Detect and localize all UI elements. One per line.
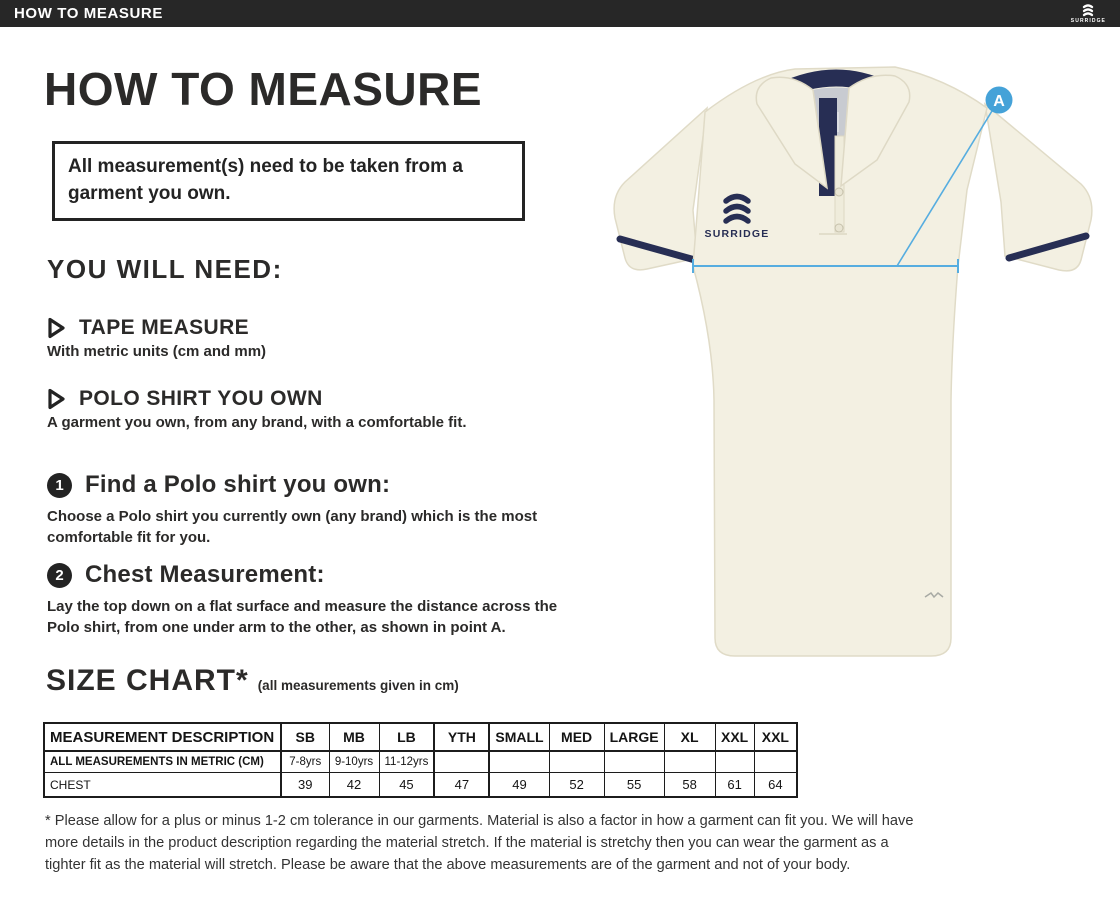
column-header: XL: [664, 723, 715, 751]
tolerance-footnote: [45, 810, 913, 876]
cell: [664, 751, 715, 773]
cell: [489, 751, 549, 773]
notice-box: [52, 141, 525, 221]
step-number-badge: 1: [47, 473, 72, 498]
size-chart-table: [43, 722, 798, 798]
footnote-line: more details in the product description regarding the material stretch. If the material is stretchy then you can wear the garment as a: [45, 835, 889, 851]
row-label: CHEST: [44, 773, 281, 798]
topbar: [0, 0, 1120, 27]
polo-shirt-diagram: [595, 40, 1120, 680]
cell: 55: [604, 773, 664, 798]
surridge-chest-logo-text: SURRIDGE: [704, 228, 770, 240]
cell: [604, 751, 664, 773]
notice-text: All measurement(s) need to be taken from a garment you own.: [68, 156, 463, 204]
cell: [434, 751, 489, 773]
need-item-desc: With metric units (cm and mm): [47, 343, 267, 360]
cell: 47: [434, 773, 489, 798]
cell: 45: [379, 773, 434, 798]
need-item-polo-shirt: [47, 387, 466, 431]
step-desc: Lay the top down on a flat surface and measure the distance across the Polo shirt, from one under arm to the other, as shown in point A.: [47, 598, 558, 636]
cell: 58: [664, 773, 715, 798]
column-header: MB: [329, 723, 379, 751]
need-item-title: TAPE MEASURE: [79, 316, 250, 339]
step-title: Find a Polo shirt you own:: [85, 471, 391, 498]
right-sleeve: [985, 104, 1092, 271]
cell: [754, 751, 797, 773]
cell: 9-10yrs: [329, 751, 379, 773]
row-label: ALL MEASUREMENTS IN METRIC (CM): [44, 751, 281, 773]
size-chart-title: SIZE CHART*: [46, 664, 249, 697]
surridge-logo-icon: [1080, 3, 1096, 18]
cell: [549, 751, 604, 773]
page-title: HOW TO MEASURE: [44, 63, 483, 115]
column-header: MED: [549, 723, 604, 751]
placket-button: [835, 224, 843, 232]
table-row: [44, 751, 797, 773]
surridge-logo: [1071, 3, 1106, 24]
column-header: LARGE: [604, 723, 664, 751]
column-header: SB: [281, 723, 329, 751]
triangle-bullet-icon: [47, 317, 66, 339]
step-number-badge: 2: [47, 563, 72, 588]
footnote-line: tighter fit as the material will stretch. Please be aware that the above measurements are of the garment and not of your body.: [45, 857, 851, 873]
cell: 11-12yrs: [379, 751, 434, 773]
step-chest-measurement: [47, 561, 592, 638]
point-a-marker: [986, 87, 1013, 114]
column-header: MEASUREMENT DESCRIPTION: [44, 723, 281, 751]
column-header: SMALL: [489, 723, 549, 751]
footnote-line: * Please allow for a plus or minus 1-2 cm tolerance in our garments. Material is also a factor in how a garment can fit you. We will have: [45, 813, 914, 829]
step-title: Chest Measurement:: [85, 561, 325, 588]
cell: 49: [489, 773, 549, 798]
placket-button: [835, 188, 843, 196]
step-desc: Choose a Polo shirt you currently own (any brand) which is the most comfortable fit for you.: [47, 508, 538, 546]
surridge-logo-text: SURRIDGE: [1070, 18, 1106, 24]
size-chart-heading: [46, 664, 459, 698]
table-row: [44, 773, 797, 798]
triangle-bullet-icon: [47, 388, 66, 410]
need-item-tape-measure: [47, 316, 266, 360]
table-header-row: [44, 723, 797, 751]
cell: 64: [754, 773, 797, 798]
size-chart-note: (all measurements given in cm): [257, 678, 459, 693]
cell: 52: [549, 773, 604, 798]
left-sleeve: [614, 108, 707, 270]
cell: 42: [329, 773, 379, 798]
topbar-title: HOW TO MEASURE: [14, 5, 163, 22]
you-will-need-heading: YOU WILL NEED:: [47, 254, 283, 284]
need-item-title: POLO SHIRT YOU OWN: [79, 387, 323, 410]
column-header: XXL: [715, 723, 754, 751]
cell: 7-8yrs: [281, 751, 329, 773]
point-a-label: A: [993, 93, 1005, 110]
cell: 61: [715, 773, 754, 798]
cell: [715, 751, 754, 773]
cell: 39: [281, 773, 329, 798]
need-item-desc: A garment you own, from any brand, with a comfortable fit.: [47, 414, 467, 431]
column-header: LB: [379, 723, 434, 751]
column-header: XXL: [754, 723, 797, 751]
step-find-polo-shirt: [47, 471, 592, 548]
column-header: YTH: [434, 723, 489, 751]
